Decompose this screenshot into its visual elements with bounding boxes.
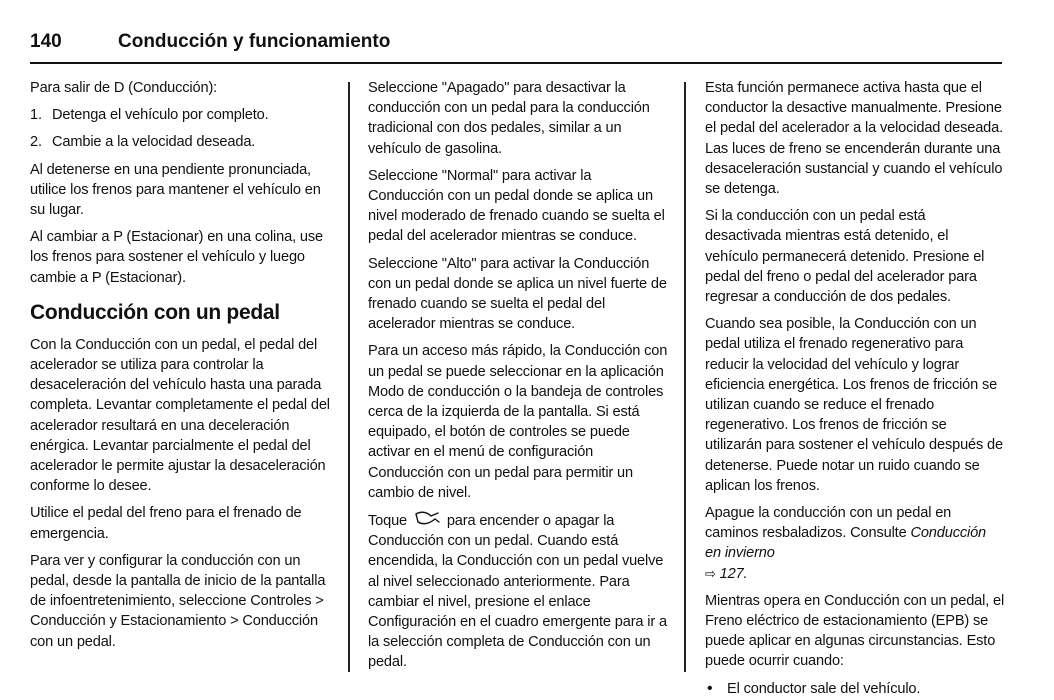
- feature-active-paragraph: Esta función permanece activa hasta que el conductor la desactive manualmente. Presione el pedal del acelerador a la velocidad deseada. Las luces de freno se encenderán durante una desaceleración sustancial y cuando el vehículo se detenga.: [705, 80, 1004, 198]
- stopped-paragraph: Si la conducción con un pedal está desactivada mientras está detenido, el vehículo permanecerá detenido. Presione el pedal del freno o pedal del acelerador para regresar a conducción de dos pedales.: [705, 208, 985, 306]
- step-number: 2.: [30, 134, 42, 151]
- page-reference-number[interactable]: 127.: [719, 565, 748, 582]
- step-text: Cambie a la velocidad deseada.: [52, 134, 256, 151]
- bullet-icon: •: [707, 679, 713, 697]
- step-number: 1.: [30, 107, 42, 124]
- one-pedal-description: Con la Conducción con un pedal, el pedal del acelerador se utiliza para controlar la desaceleración del vehículo hasta una parada completa. Levantar completamente el pedal del acelerador resultará en una deceleración enérgica. Levantar parcialmente el pedal del acelerador le permite ajustar la desaceleración conforme lo desee.: [30, 336, 330, 495]
- option-normal-paragraph: Seleccione "Normal" para activar la Conducción con un pedal donde se aplica un nivel moderado de frenado cuando se suelta el pedal del acelerador mientras se conduce.: [368, 167, 665, 245]
- page-number: 140: [30, 31, 62, 52]
- emergency-brake-paragraph: Utilice el pedal del freno para el frenado de emergencia.: [30, 505, 302, 542]
- column-3: [705, 78, 1005, 700]
- winter-driving-reference[interactable]: Conducción en invierno: [705, 525, 987, 562]
- column-divider: [348, 82, 350, 672]
- hill-paragraph: Al detenerse en una pendiente pronunciada, utilice los frenos para mantener el vehículo en su lugar.: [30, 161, 321, 219]
- page-reference-arrow-icon: ⇨: [705, 565, 716, 581]
- option-alto-paragraph: Seleccione "Alto" para activar la Conducción con un pedal donde se aplica un nivel fuerte de frenado cuando se suelta el pedal del acelerador mientras se conduce.: [368, 255, 667, 333]
- park-hill-paragraph: Al cambiar a P (Estacionar) en una colina, use los frenos para sostener el vehículo y luego cambie a P (Estacionar).: [30, 229, 323, 286]
- slippery-roads-text: Apague la conducción con un pedal en caminos resbaladizos. Consulte: [705, 505, 952, 542]
- regenerative-braking-paragraph: Cuando sea posible, la Conducción con un pedal utiliza el frenado regenerativo para reducir la velocidad del vehículo y lograr eficiencia energética. Los frenos de fricción se utilizan cuando se reduce el frenado regenerativo. Los frenos de fricción se utilizarán para sostener el vehículo después de detenerse. Puede notar un ruido cuando se aplican los frenos.: [705, 316, 1003, 494]
- toggle-text-start: Toque: [368, 513, 408, 530]
- one-pedal-steering-icon: [413, 510, 441, 528]
- epb-conditions-list: [705, 679, 1005, 699]
- section-heading: Conducción con un pedal: [30, 300, 280, 324]
- option-apagado-paragraph: Seleccione "Apagado" para desactivar la conducción con un pedal para la conducción tradicional con dos pedales, similar a un vehículo de gasolina.: [368, 80, 650, 157]
- toggle-text-rest: para encender o apagar la Conducción con un pedal. Cuando está encendida, la Conducción con un pedal vuelve al nivel seleccionado anteriormente. Para cambiar el nivel, presione el enlace Configuración en el cuadro emergente para ir a la selección completa de Conducción con un pedal.: [368, 513, 667, 671]
- running-title: Conducción y funcionamiento: [118, 31, 391, 52]
- configure-paragraph: Para ver y configurar la conducción con un pedal, desde la pantalla de inicio de la pantalla de infoentretenimiento, seleccione Controles > Conducción y Estacionamiento > Conducción con un pedal.: [30, 552, 326, 650]
- page-header: [30, 30, 1002, 64]
- quick-access-paragraph: Para un acceso más rápido, la Conducción con un pedal se puede seleccionar en la aplicación Modo de conducción o la bandeja de controles cerca de la izquierda de la pantalla. Si está equipado, el botón de controles se puede activar en el menú de configuración Conducción con un pedal para permitir un cambio de nivel.: [368, 343, 668, 501]
- toggle-paragraph: [368, 510, 670, 673]
- list-item: [30, 132, 330, 152]
- column-divider: [684, 82, 686, 672]
- column-2: [368, 78, 670, 680]
- exit-drive-intro: Para salir de D (Conducción):: [30, 80, 218, 96]
- bullet-text: El conductor sale del vehículo.: [727, 680, 921, 697]
- slippery-roads-paragraph: [705, 503, 1005, 584]
- list-item: [30, 105, 330, 125]
- epb-paragraph: Mientras opera en Conducción con un pedal, el Freno eléctrico de estacionamiento (EPB) se puede aplicar en algunas circunstancias. Esto puede ocurrir cuando:: [705, 592, 1005, 670]
- step-text: Detenga el vehículo por completo.: [52, 107, 269, 124]
- exit-drive-steps: [30, 105, 330, 152]
- column-1: [30, 78, 330, 659]
- list-item: [705, 679, 1005, 699]
